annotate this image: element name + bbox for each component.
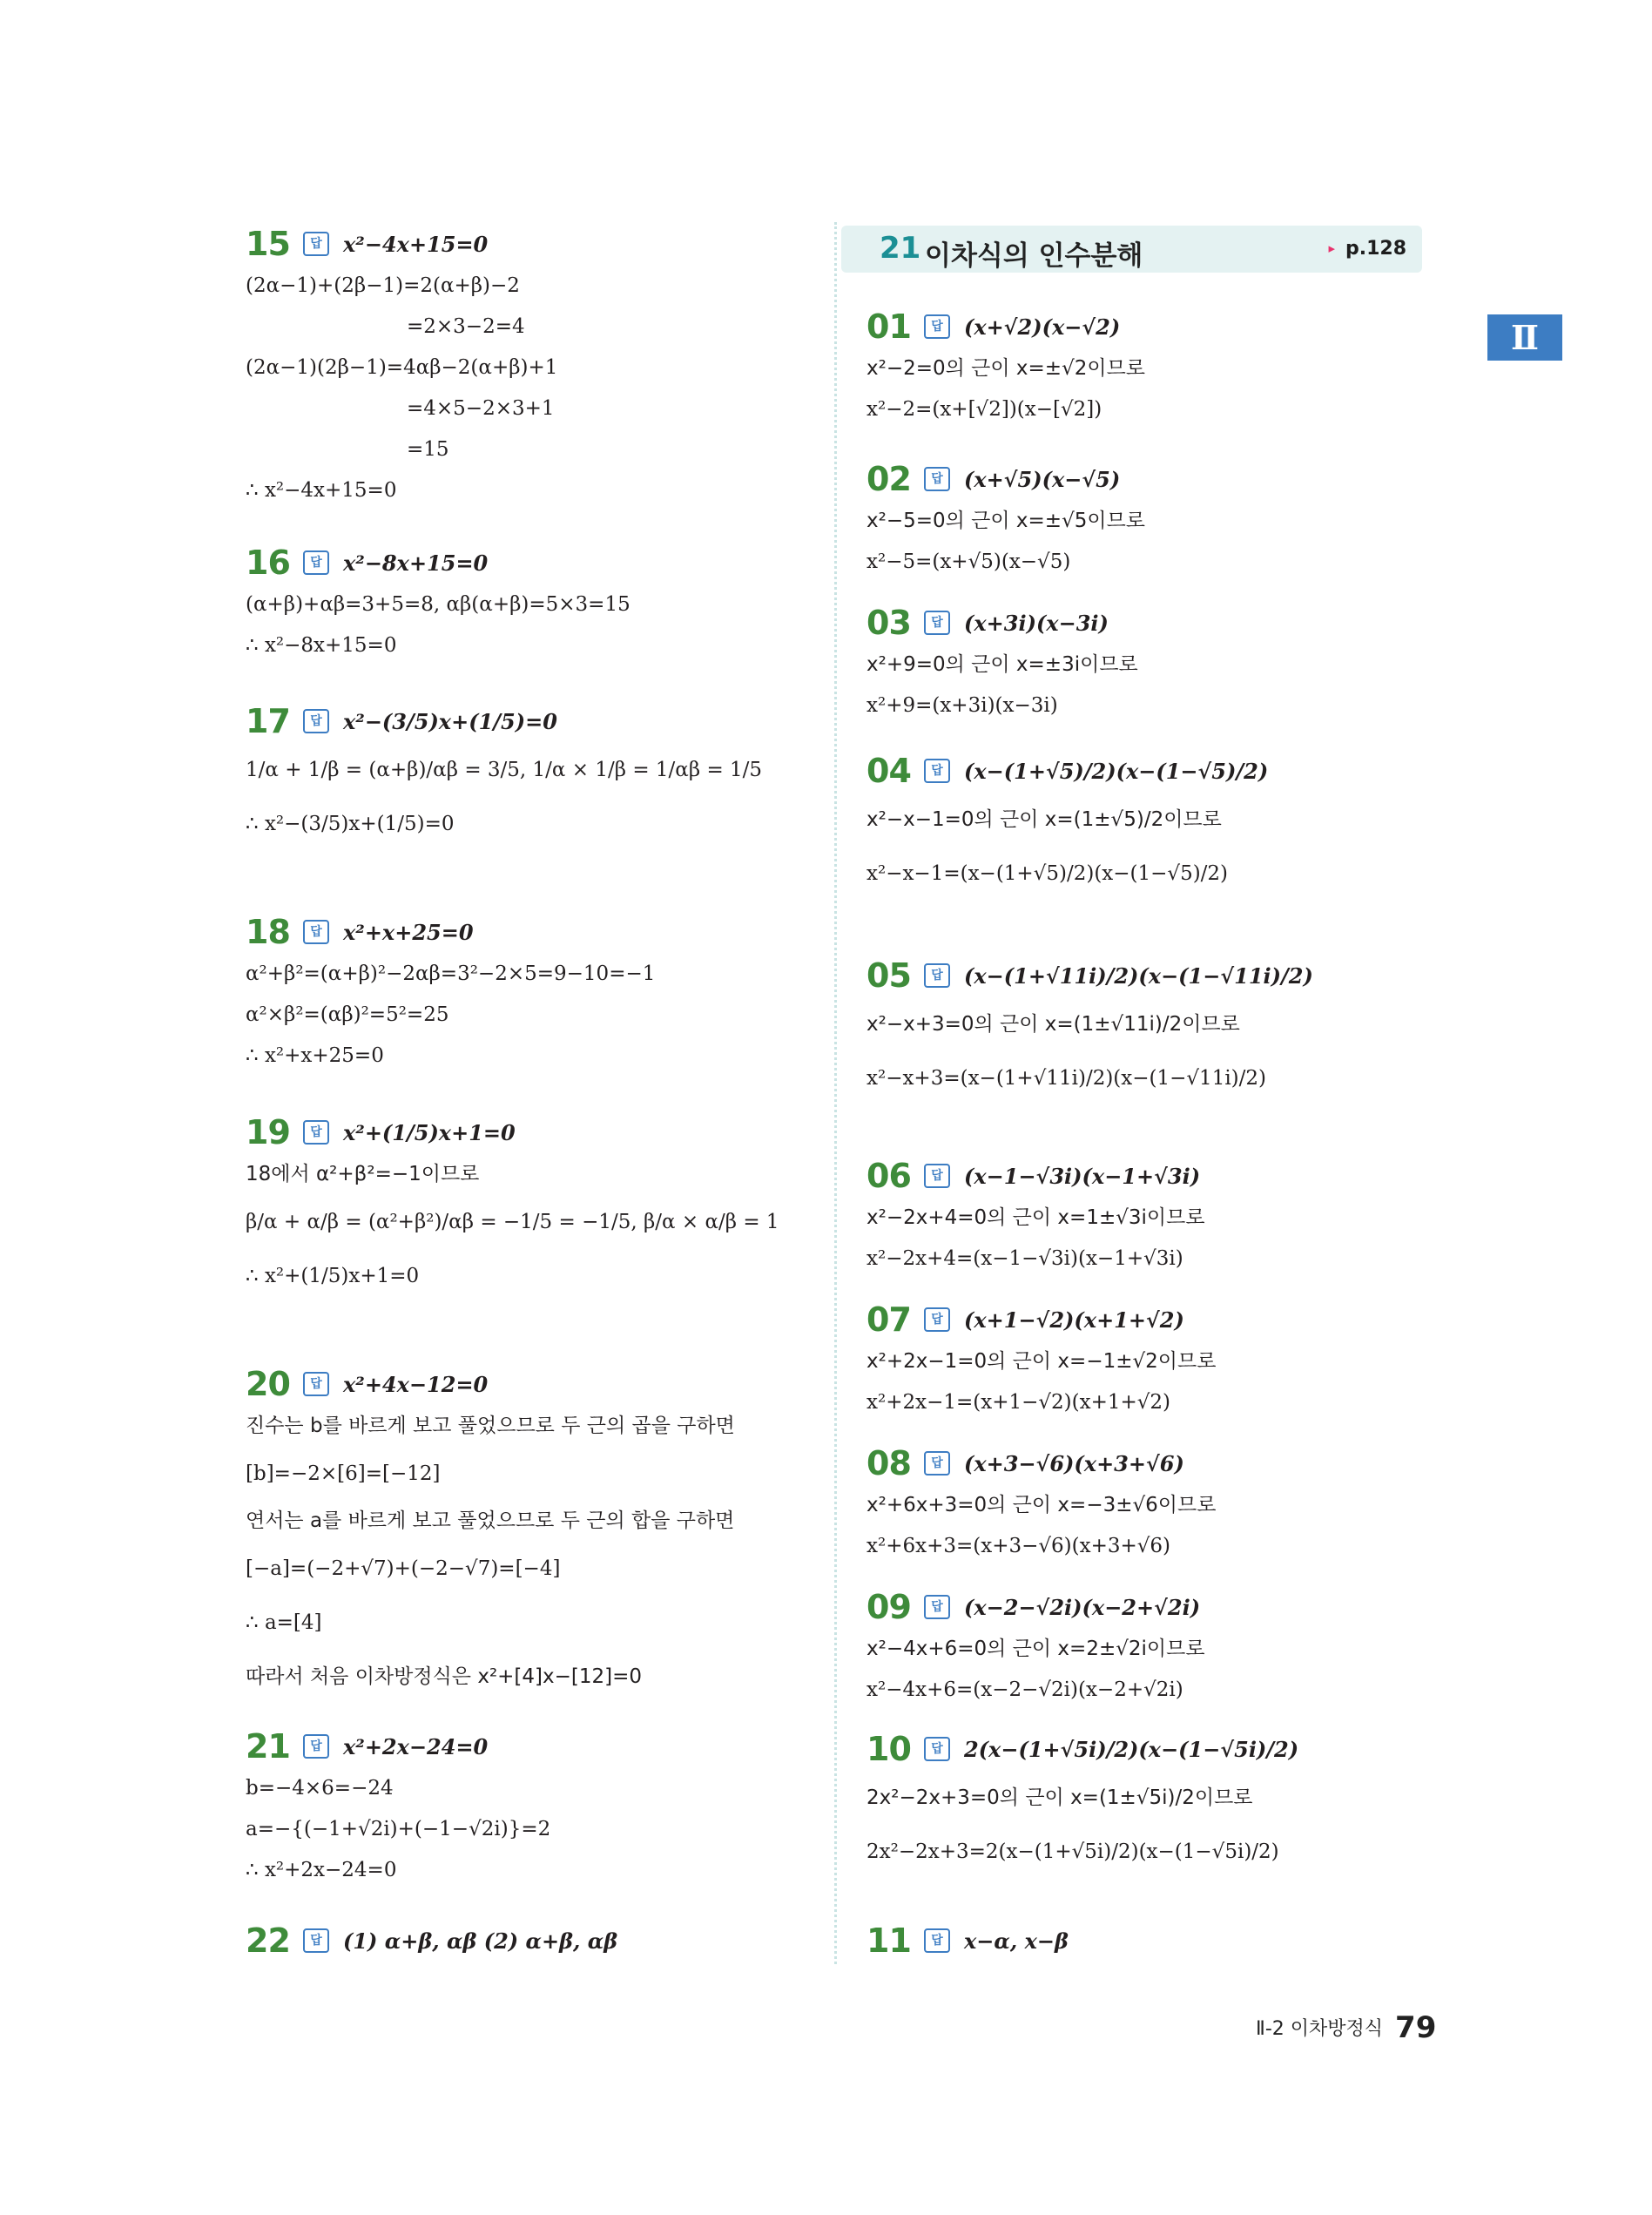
answer-label-icon: 답 [924,759,950,783]
answer-label-icon: 답 [303,232,329,256]
answer-text: (x+√2)(x−√2) [964,314,1121,340]
problem-02 [866,457,1424,583]
solution-line: x²−x+3=0의 근이 x=(1±√11i)/2이므로 [866,1013,1240,1036]
answer-text: (x+3−√6)(x+3+√6) [964,1450,1184,1476]
answer-text: (1) α+β, αβ (2) α+β, αβ [343,1928,618,1954]
problem-05 [866,954,1424,1105]
answer-text: (x+3i)(x−3i) [964,610,1109,636]
solution-line: =4×5−2×3+1 [407,397,555,420]
answer-text: x²+x+25=0 [343,919,474,945]
answer-text: (x−2−√2i)(x−2+√2i) [964,1594,1201,1620]
problem-number: 11 [866,1921,911,1960]
problem-16 [246,541,803,666]
problem-21 [246,1725,803,1891]
solution-line: x²+6x+3=0의 근이 x=−3±√6이므로 [866,1494,1217,1516]
problem-number: 21 [246,1727,290,1766]
problem-22 [246,1919,803,1962]
section-number: 21 [880,231,921,266]
solution-line: x²−4x+6=0의 근이 x=2±√2i이므로 [866,1638,1205,1660]
solution-line: 2x²−2x+3=2(x−(1+√5i)/2)(x−(1−√5i)/2) [866,1840,1279,1863]
answer-text: (x+√5)(x−√5) [964,466,1121,492]
solution-line: ∴ x²−(3/5)x+(1/5)=0 [246,813,455,835]
solution-line: [−a]=(−2+√7)+(−2−√7)=[−4] [246,1557,561,1580]
solution-line: x²−2x+4=0의 근이 x=1±√3i이므로 [866,1206,1205,1229]
problem-number: 07 [866,1300,911,1339]
solution-line: ∴ a=[4] [246,1611,322,1634]
problem-number: 03 [866,604,911,642]
solution-line: x²−2=0의 근이 x=±√2이므로 [866,357,1146,380]
problem-number: 22 [246,1921,290,1960]
answer-label-icon: 답 [303,1120,329,1145]
solution-line: 진수는 b를 바르게 보고 풀었으므로 두 근의 곱을 구하면 [246,1415,735,1437]
answer-label-icon: 답 [924,611,950,635]
solution-line: x²−2x+4=(x−1−√3i)(x−1+√3i) [866,1247,1183,1270]
problem-number: 17 [246,702,290,740]
problem-number: 08 [866,1444,911,1482]
problem-number: 15 [246,225,290,263]
solution-line: x²−5=0의 근이 x=±√5이므로 [866,510,1146,532]
solution-line: b=−4×6=−24 [246,1777,394,1800]
problem-number: 06 [866,1157,911,1195]
answer-text: (x−(1+√5)/2)(x−(1−√5)/2) [964,758,1269,784]
solution-line: x²−4x+6=(x−2−√2i)(x−2+√2i) [866,1678,1183,1701]
arrow-icon: ▸ [1328,240,1335,256]
answer-label-icon: 답 [924,1307,950,1332]
answer-label-icon: 답 [303,920,329,944]
page-ref-label: p.128 [1345,238,1406,260]
solution-line: 1/α + 1/β = (α+β)/αβ = 3/5, 1/α × 1/β = 1/αβ = 1/5 [246,759,763,781]
problem-06 [866,1154,1424,1280]
problem-number: 16 [246,544,290,582]
answer-label-icon: 답 [303,1372,329,1396]
solution-line: (2α−1)+(2β−1)=2(α+β)−2 [246,274,520,297]
problem-number: 04 [866,752,911,790]
solution-line: β/α + α/β = (α²+β²)/αβ = −1/5 = −1/5, β/α × α/β = 1 [246,1211,779,1233]
answer-text: x²+4x−12=0 [343,1371,489,1397]
answer-label-icon: 답 [303,709,329,733]
solution-line: =15 [407,438,449,461]
solution-line: 2x²−2x+3=0의 근이 x=(1±√5i)/2이므로 [866,1786,1253,1809]
problem-08 [866,1442,1424,1567]
solution-line: x²+9=(x+3i)(x−3i) [866,694,1058,717]
answer-text: x−α, x−β [964,1928,1069,1954]
answer-label-icon: 답 [924,1595,950,1619]
column-divider [834,222,837,1964]
problem-number: 18 [246,913,290,951]
answer-label-icon: 답 [924,1928,950,1953]
solution-line: x²−5=(x+√5)(x−√5) [866,550,1071,573]
answer-label-icon: 답 [924,1164,950,1188]
solution-line: (α+β)+αβ=3+5=8, αβ(α+β)=5×3=15 [246,593,630,616]
problem-number: 09 [866,1588,911,1626]
solution-line: 18에서 α²+β²=−1이므로 [246,1163,480,1185]
problem-17 [246,699,803,851]
problem-20 [246,1362,803,1704]
problem-03 [866,601,1424,726]
solution-line: x²+2x−1=(x+1−√2)(x+1+√2) [866,1391,1171,1414]
answer-text: x²−(3/5)x+(1/5)=0 [343,708,557,734]
answer-label-icon: 답 [303,550,329,575]
problem-number: 01 [866,307,911,346]
answer-label-icon: 답 [303,1928,329,1953]
solution-line: 따라서 처음 이차방정식은 x²+[4]x−[12]=0 [246,1665,643,1688]
section-title: 이차식의 인수분해 [925,240,1143,272]
problem-number: 05 [866,956,911,995]
solution-line: x²−x−1=(x−(1+√5)/2)(x−(1−√5)/2) [866,862,1229,885]
solution-line: [b]=−2×[6]=[−12] [246,1462,441,1485]
answer-label-icon: 답 [924,467,950,491]
answer-label-icon: 답 [924,963,950,988]
section-header [841,226,1422,273]
answer-text: x²−4x+15=0 [343,231,489,257]
problem-number: 02 [866,460,911,498]
solution-line: α²×β²=(αβ)²=5²=25 [246,1003,449,1026]
solution-line: α²+β²=(α+β)²−2αβ=3²−2×5=9−10=−1 [246,962,656,985]
problem-11 [866,1919,1424,1962]
problem-15 [246,222,803,511]
solution-line: ∴ x²+2x−24=0 [246,1859,397,1881]
page-number: 79 [1395,2010,1437,2045]
solution-line: =2×3−2=4 [407,315,525,338]
answer-text: (x−(1+√11i)/2)(x−(1−√11i)/2) [964,962,1313,989]
answer-text: 2(x−(1+√5i)/2)(x−(1−√5i)/2) [964,1736,1299,1762]
footer-unit: Ⅱ-2 이차방정식 [1256,2018,1384,2040]
problem-01 [866,305,1424,430]
solution-line: x²+9=0의 근이 x=±3i이므로 [866,653,1138,676]
solution-line: x²−x+3=(x−(1+√11i)/2)(x−(1−√11i)/2) [866,1067,1267,1090]
solution-line: ∴ x²+(1/5)x+1=0 [246,1265,420,1287]
chapter-tab[interactable]: Ⅱ [1487,314,1562,361]
problem-04 [866,749,1424,901]
solution-line: a=−{(−1+√2i)+(−1−√2i)}=2 [246,1818,551,1840]
answer-text: (x+1−√2)(x+1+√2) [964,1307,1184,1333]
problem-19 [246,1111,803,1303]
answer-label-icon: 답 [924,1737,950,1761]
solution-line: x²−2=(x+[√2])(x−[√2]) [866,398,1102,421]
problem-09 [866,1585,1424,1711]
problem-07 [866,1298,1424,1423]
problem-10 [866,1727,1424,1879]
answer-text: x²−8x+15=0 [343,550,489,576]
answer-text: (x−1−√3i)(x−1+√3i) [964,1163,1201,1189]
section-page-ref[interactable] [1328,238,1406,260]
solution-line: ∴ x²−8x+15=0 [246,634,397,657]
answer-label-icon: 답 [924,314,950,339]
solution-line: x²−x−1=0의 근이 x=(1±√5)/2이므로 [866,808,1222,831]
problem-18 [246,910,803,1077]
solution-line: (2α−1)(2β−1)=4αβ−2(α+β)+1 [246,356,558,379]
solution-line: ∴ x²+x+25=0 [246,1044,384,1067]
solution-line: x²+6x+3=(x+3−√6)(x+3+√6) [866,1535,1171,1557]
problem-number: 10 [866,1730,911,1768]
page-footer [1256,2010,1436,2045]
answer-label-icon: 답 [303,1734,329,1759]
problem-number: 19 [246,1113,290,1151]
solution-line: 연서는 a를 바르게 보고 풀었으므로 두 근의 합을 구하면 [246,1509,735,1532]
solution-line: x²+2x−1=0의 근이 x=−1±√2이므로 [866,1350,1217,1373]
answer-text: x²+2x−24=0 [343,1733,489,1759]
solution-line: ∴ x²−4x+15=0 [246,479,397,502]
problem-number: 20 [246,1365,290,1403]
answer-text: x²+(1/5)x+1=0 [343,1119,516,1145]
answer-label-icon: 답 [924,1451,950,1476]
